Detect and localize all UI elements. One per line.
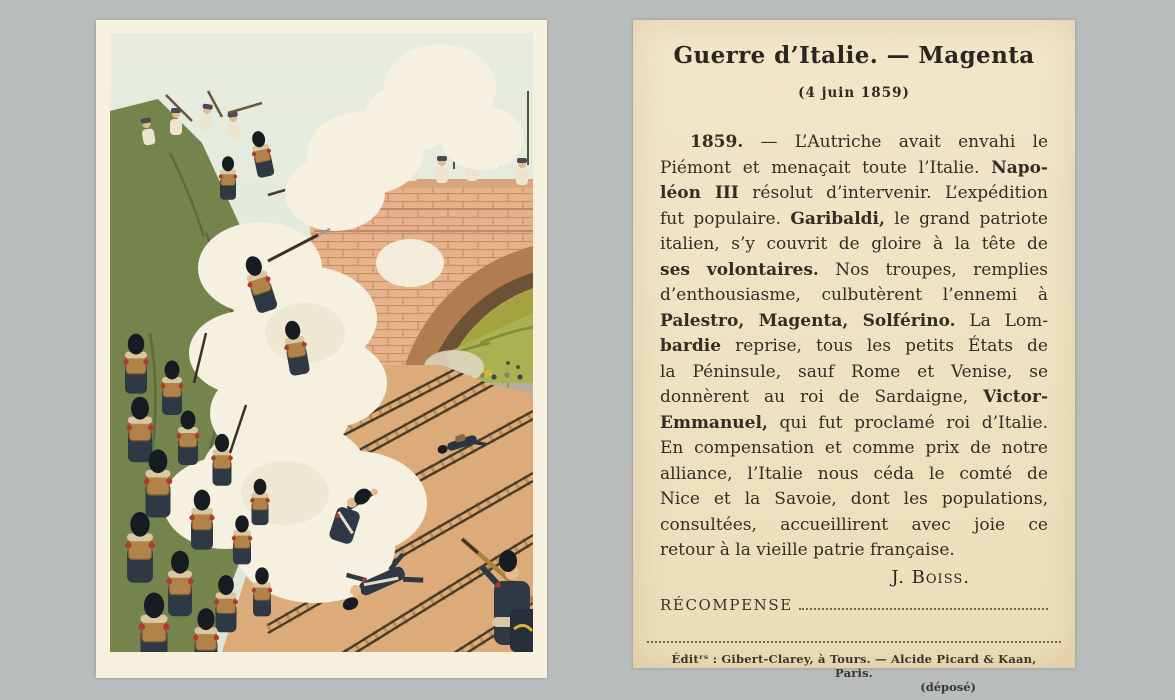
paragraph-line: 1859. — L’Autriche avait envahi le (690, 132, 1048, 152)
recompense-row (660, 596, 1048, 614)
author-signature: J. Boiss. (891, 566, 970, 588)
dotted-divider (647, 641, 1061, 643)
paragraph-line: bardie reprise, tous les petits États de (660, 336, 1048, 356)
card-title: Guerre d’Italie. — Magenta (673, 42, 1035, 69)
paragraph-line: En compensation et comme prix de notre (660, 438, 1048, 458)
depose-note: (déposé) (920, 679, 976, 694)
postcard-back (633, 20, 1075, 694)
paragraph-line: italien, s’y couvrit de gloire à la tête de (660, 234, 1048, 254)
publisher-line: Éditʳˢ : Gibert-Clarey, à Tours. — Alcide Picard & Kaan, Paris. (671, 651, 1037, 680)
paragraph-line: Piémont et menaçait toute l’Italie. Napo- (660, 157, 1048, 178)
dotted-leader (799, 608, 1048, 610)
paragraph-line: Palestro, Magenta, Solférino. La Lom- (660, 310, 1048, 331)
paragraph-line: donnèrent au roi de Sardaigne, Victor- (660, 387, 1048, 407)
paragraph-line: Nice et la Savoie, dont les populations, (660, 489, 1048, 509)
foreground-soldier-edge (510, 609, 533, 652)
paragraph-line: consultées, accueillirent avec joie ce (660, 514, 1048, 535)
paragraph-line: fut populaire. Garibaldi, le grand patriote (660, 208, 1048, 229)
recompense-label: RÉCOMPENSE (660, 595, 793, 614)
paragraph-line: ses volontaires. Nos troupes, remplies (660, 259, 1049, 280)
paragraph-line: retour à la vieille patrie française. (660, 540, 955, 560)
card-subtitle: (4 juin 1859) (798, 85, 910, 101)
history-paragraph (660, 130, 1048, 564)
paragraph-line: alliance, l’Italie nous céda le comté de (660, 463, 1048, 484)
paragraph-line: Emmanuel, qui fut proclamé roi d’Italie. (660, 412, 1048, 433)
paragraph-line: la Péninsule, sauf Rome et Venise, se (660, 361, 1048, 382)
battle-illustration (110, 33, 533, 652)
postcard-front (96, 20, 547, 678)
paragraph-line: léon III résolut d’intervenir. L’expédition (660, 183, 1048, 203)
paragraph-line: d’enthousiasme, culbutèrent l’ennemi à (660, 285, 1048, 305)
